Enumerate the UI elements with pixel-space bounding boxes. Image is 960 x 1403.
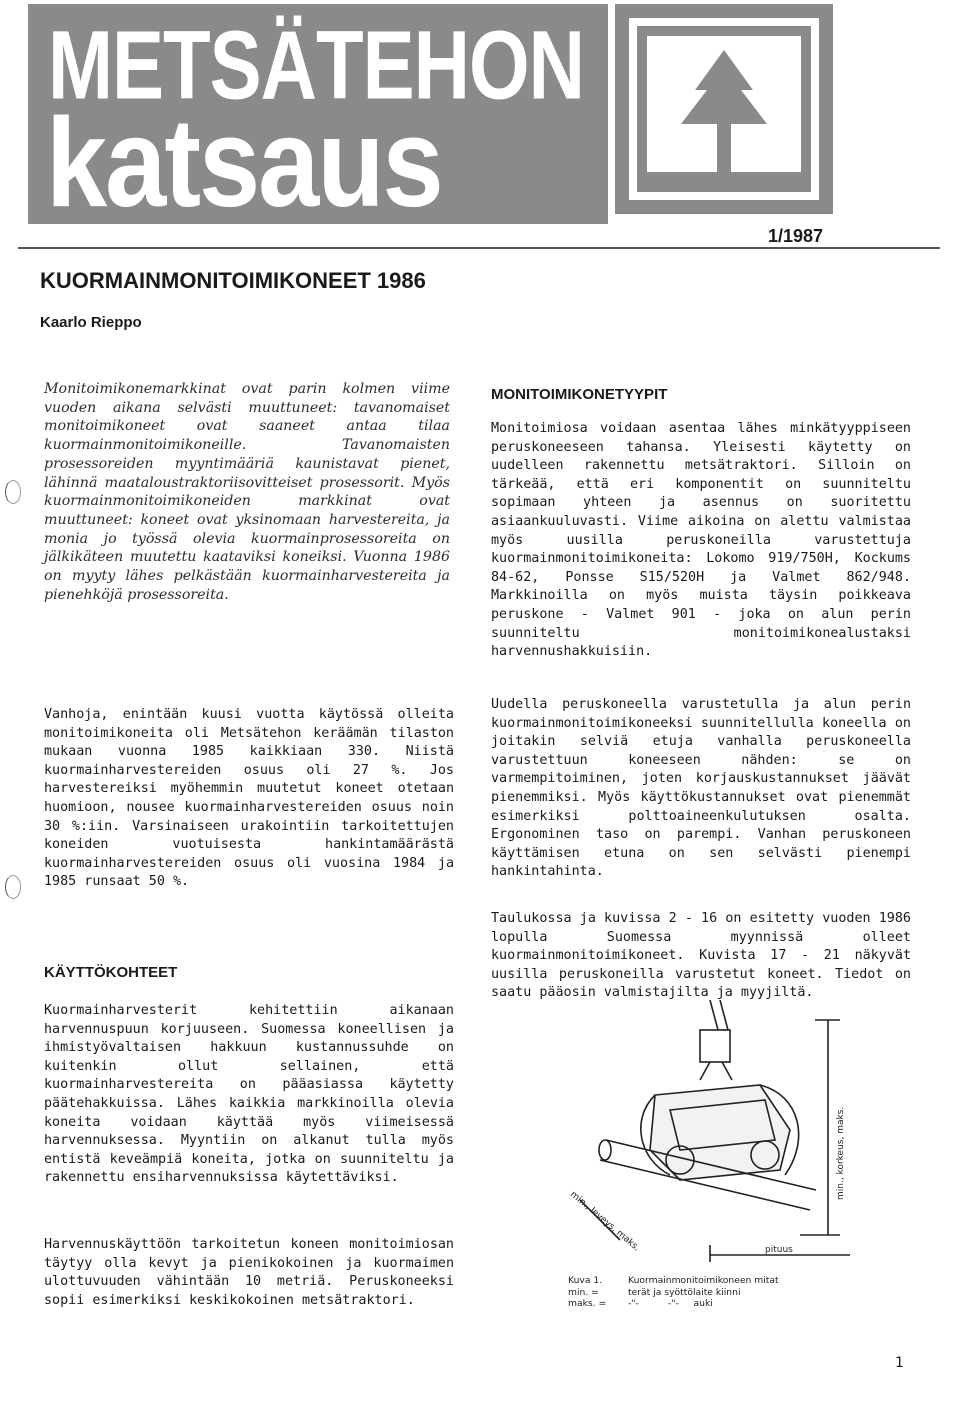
body-paragraph: Vanhoja, enintään kuusi vuotta käytössä olleita monitoimikoneita oli Metsätehon keräämän tilaston mukaan vuonna 1985 kaikkiaan 330. Niistä kuormainharvestereiden osuus oli 27 %. Jos harvestereiksi myöhemmin muutetut koneet otetaan huomioon, nousee kuormainharvestereiden osuus noin 30 %:iin. Varsinaiseen urakointiin tarkoitettujen koneiden vuotuisesta hankintamäärästä kuormainharvestereiden osuus oli vuosina 1984 ja 1985 runsaat 50 %. bbox=[44, 707, 454, 890]
article-author: Kaarlo Rieppo bbox=[40, 314, 142, 331]
body-paragraph: Harvennuskäyttöön tarkoitetun koneen monitoimiosan täytyy olla kevyt ja pienikokoinen ja kuormaimen ulottuvuuden vähintään 10 metriä. Peruskoneeksi sopii esimerkiksi keskikokoinen metsätraktori. bbox=[44, 1237, 454, 1308]
punch-hole bbox=[5, 875, 21, 899]
body-paragraph: Monitoimiosa voidaan asentaa lähes minkätyyppiseen peruskoneeseen tahansa. Yleisesti käytetty on uudelleen rakennettu metsätraktori. Silloin on tärkeää, että eri komponentit on suunniteltu sopimaan yhteen ja asennus on suoritettu asiaankuuluvasti. Viime aikoina on alettu valmistaa myös uusilla peruskoneilla varustettuja kuormainmonitoimikoneita: Lokomo 919/750H, Kockums 84-62, Ponsse S15/520H ja Valmet 862/948. Markkinoilla on myös muista täysin poikkeava peruskone - Valmet 901 - joka on alun perin suunniteltu monitoimikonealustaksi harvennushakkuisiin. bbox=[491, 421, 911, 660]
section-heading-monitoimikonetyypit: MONITOIMIKONETYYPIT bbox=[491, 386, 668, 403]
harvester-head-figure bbox=[560, 1000, 860, 1270]
figure-caption bbox=[568, 1275, 779, 1310]
body-paragraph: Uudella peruskoneella varustetulla ja alun perin kuormainmonitoimikoneeksi suunnitellulla koneella on joitakin selviä etuja vanhalla peruskoneella varustettuun koneeseen nähden: se on varmempitoiminen, joten korjauskustannukset jäävät pienemmiksi. Myös käyttökustannukset ovat pienemmät esimerkiksi polttoaineenkulutuksen osalta. Ergonominen taso on parempi. Vanhan peruskoneen käyttämisen etuna on sen selvästi pienempi hankintahinta. bbox=[491, 697, 911, 880]
page-number: 1 bbox=[895, 1355, 904, 1371]
header-rule bbox=[18, 247, 940, 249]
article-title: KUORMAINMONITOIMIKONEET 1986 bbox=[40, 268, 426, 293]
issue-number: 1/1987 bbox=[768, 226, 824, 246]
caption-text: Kuormainmonitoimikoneen mitat bbox=[628, 1275, 779, 1286]
body-paragraph: Kuormainharvesterit kehitettiin aikanaan harvennuspuun korjuuseen. Suomessa koneellisen ja ihmistyövaltaisen hakkuun kustannussuhde on kuitenkin ollut sellainen, että kuormainharvestereita on pääasiassa käytetty päätehakkuissa. Lähes kaikkia markkinoilla olevia koneita voidaan käyttää myös viimeisessä harvennuksessa. Myyntiin on alkanut tulla myös entistä keveämpiä koneita, jotka on suunniteltu ja rakennettu ensiharvennuksissa käytettäviksi. bbox=[44, 1003, 454, 1186]
intro-paragraph: Monitoimikonemarkkinat ovat parin kolmen viime vuoden aikana selvästi muuttuneet: tavanomaiset monitoimikoneet ovat saaneet antaa tilaa kuormainmonitoimikoneille. Tavanomaisten prosessoreiden myyntimääriä kaunistavat pienet, lähinnä maataloustraktoriisovitteiset prosessorit. Myös kuormainmonitoimikoneiden markkinat ovat muuttuneet: koneet ovat yksinomaan harvestereita, ja monia jo työssä olevia kuormainprosessoreita on jälkikäteen muutettu kaataviksi koneiksi. Vuonna 1986 on myyty lähes pelkästään kuormainharvestereita ja pienehköjä prosessoreita. bbox=[44, 381, 450, 603]
body-paragraph: Taulukossa ja kuvissa 2 - 16 on esitetty vuoden 1986 lopulla Suomessa myynnissä olleet kuormainmonitoimikoneet. Kuvista 17 - 21 näkyvät uusilla peruskoneilla varustetut koneet. Tiedot on saatu pääosin valmistajilta ja myyjiltä. bbox=[491, 911, 911, 1001]
masthead-title: METSÄTEHON bbox=[48, 9, 584, 120]
caption-key: Kuva 1. bbox=[568, 1275, 603, 1286]
caption-text: -"- -"- auki bbox=[628, 1298, 713, 1309]
caption-text: terät ja syöttölaite kiinni bbox=[628, 1286, 741, 1298]
label-pituus: pituus bbox=[765, 1245, 793, 1255]
section-heading-kayttokohteet: KÄYTTÖKOHTEET bbox=[44, 964, 178, 981]
masthead-subtitle: katsaus bbox=[46, 91, 442, 234]
caption-key: maks. = bbox=[568, 1298, 607, 1309]
punch-hole bbox=[5, 480, 21, 504]
label-leveys: min., leveys, maks. bbox=[568, 1189, 642, 1254]
label-korkeus: min., korkeus, maks. bbox=[836, 1106, 846, 1200]
caption-key: min. = bbox=[568, 1286, 599, 1298]
spruce-tree-logo-icon bbox=[615, 4, 833, 214]
